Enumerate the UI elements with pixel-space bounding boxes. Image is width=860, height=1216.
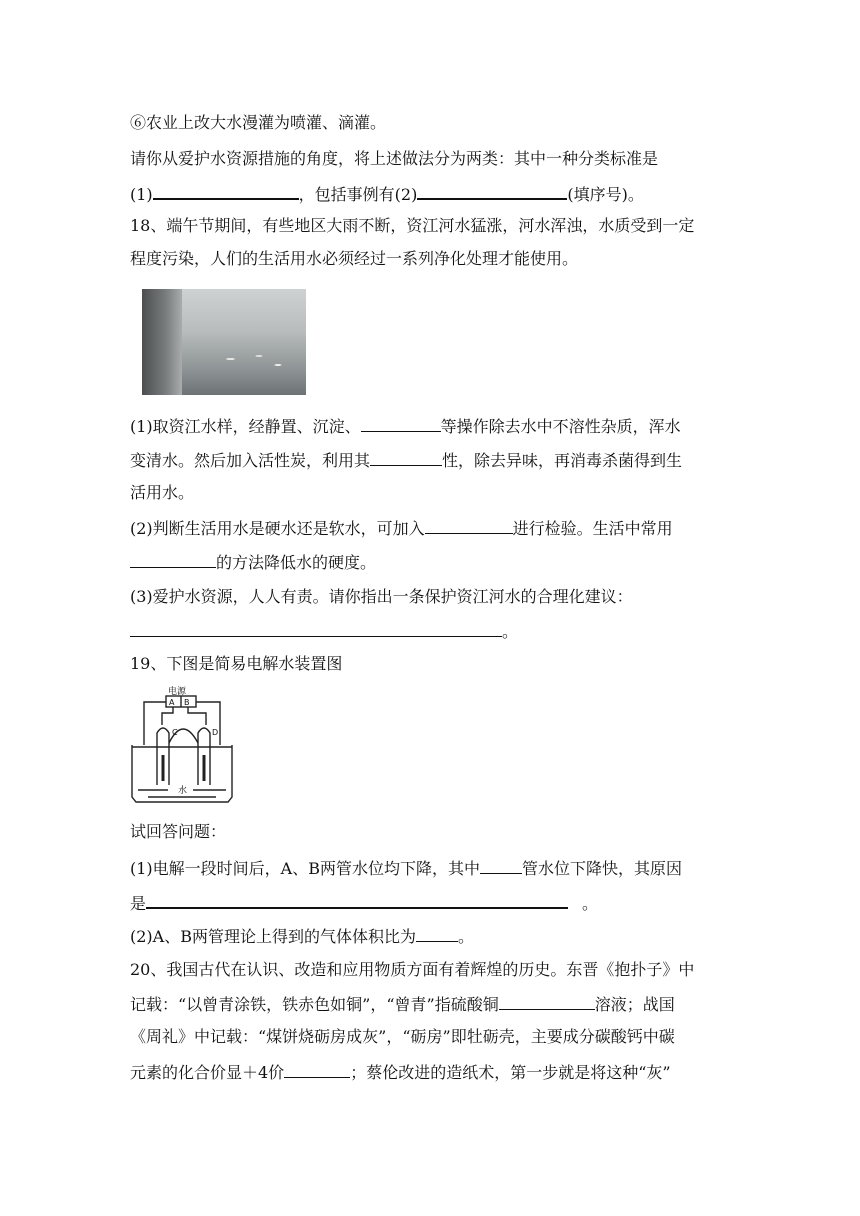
photo-debris [202,344,297,374]
question-20-line-3: 《周礼》中记载：“煤饼烧砺房成灰”，“砺房”即牡砺壳，主要成分碳酸钙中碳 [130,1027,675,1046]
answer-blank-11[interactable] [499,991,595,1010]
question-20-line-4: 元素的化合价显＋4价 ；蔡伦改进的造纸术，第一步就是将这种“灰” [130,1059,671,1083]
answer-blank-2[interactable] [417,180,567,200]
question-18-line-2: 程度污染，人们的生活用水必须经过一系列净化处理才能使用。 [130,249,579,268]
question-20-line-1: 20、我国古代在认识、改造和应用物质方面有着辉煌的历史。东晋《抱扑子》中 [130,960,695,979]
question-19-prompt: 试回答问题： [130,822,227,841]
svg-text:A: A [169,698,175,707]
q19-part2-line: (2)A、B两管理论上得到的气体体积比为 。 [130,923,474,947]
text-line-1: ⑥农业上改大水漫灌为喷灌、滴灌。 [130,113,387,132]
svg-text:B: B [184,698,190,707]
q18-part3-line-1: (3)爱护水资源，人人有责。请你指出一条保护资江河水的合理化建议： [130,587,633,606]
answer-blank-5[interactable] [425,515,513,534]
answer-blank-10[interactable] [416,923,458,942]
text-line-3: (1) ，包括事例有(2) (填序号)。 [130,180,644,204]
svg-text:水: 水 [178,786,188,796]
svg-text:电源: 电源 [168,687,187,697]
answer-blank-6[interactable] [130,549,216,568]
question-18-line-1: 18、端午节期间，有些地区大雨不断，资江河水猛涨，河水浑浊，水质受到一定 [130,216,695,235]
answer-blank-1[interactable] [153,180,299,200]
question-20-line-2: 记载：“以曾青涂铁，铁赤色如铜”，“曾青”指硫酸铜 溶液；战国 [130,991,675,1015]
answer-blank-3[interactable] [361,413,441,432]
q18-part2-line-1: (2)判断生活用水是硬水还是软水，可加入 进行检验。生活中常用 [130,515,673,539]
answer-blank-9[interactable] [146,889,568,909]
q18-part3-line-2: 。 [130,618,518,642]
q19-part1-line-1: (1)电解一段时间后，A、B两管水位均下降，其中 管水位下降快，其原因 [130,855,682,879]
answer-blank-4[interactable] [370,447,442,466]
answer-blank-12[interactable] [284,1059,350,1078]
answer-blank-7[interactable] [130,618,502,637]
q19-part1-line-2: 是 。 [130,889,598,913]
polluted-river-photo [142,289,306,395]
photo-person [142,289,182,395]
electrolysis-diagram [128,685,238,810]
text-line-2: 请你从爱护水资源措施的角度，将上述做法分为两类：其中一种分类标准是 [130,149,659,168]
question-19-title: 19、下图是简易电解水装置图 [130,654,343,673]
q18-part1-line-2: 变清水。然后加入活性炭，利用其 性，除去异味，再消毒杀菌得到生 [130,447,682,471]
q18-part2-line-2: 的方法降低水的硬度。 [130,549,376,573]
svg-text:D: D [212,728,219,737]
answer-blank-8[interactable] [480,855,522,874]
q18-part1-line-3: 活用水。 [130,483,195,502]
svg-text:C: C [172,728,178,737]
q18-part1-line-1: (1)取资江水样，经静置、沉淀、 等操作除去水中不溶性杂质，浑水 [130,413,681,437]
